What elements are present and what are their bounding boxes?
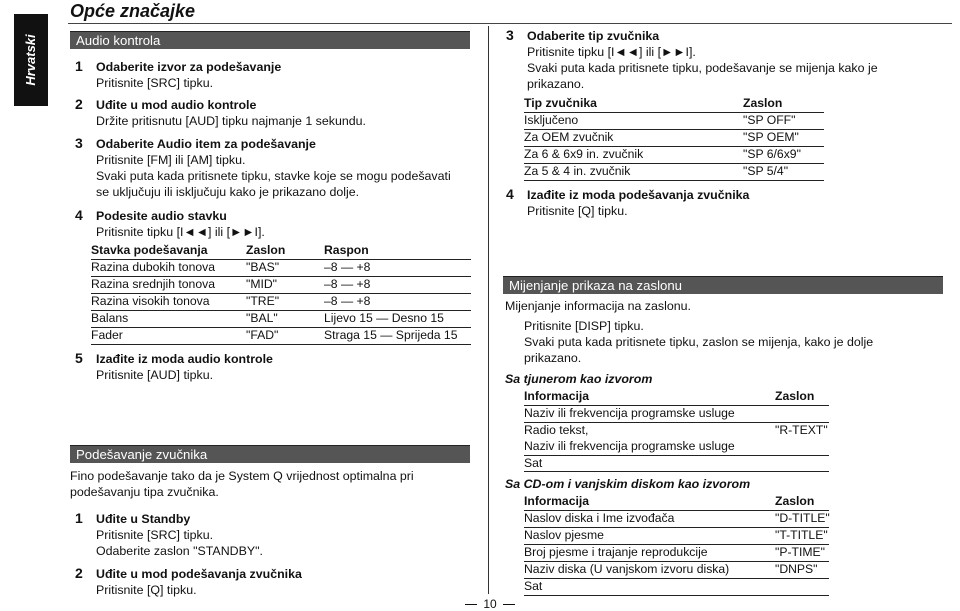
table-cell: "SP 6/6x9"	[743, 147, 801, 161]
step-text: Pritisnite [SRC] tipku.	[96, 528, 214, 542]
table-cell: "R-TEXT"	[775, 423, 828, 437]
table-cell: Naslov diska i Ime izvođača	[524, 511, 675, 525]
page-number: 10	[465, 598, 515, 610]
table-row	[524, 147, 824, 164]
table-row	[524, 579, 829, 596]
table-cell: Balans	[91, 311, 129, 325]
table-cell: Naslov pjesme	[524, 528, 604, 542]
step-text: Svaki puta kada pritisnete tipku, podešavanje se mijenja kako je	[527, 61, 878, 75]
instruction-text: Pritisnite [DISP] tipku.	[524, 319, 644, 333]
cd-display-table	[524, 494, 829, 596]
intro-text: Fino podešavanje tako da je System Q vrijednost optimalna pri	[70, 469, 414, 483]
column-header-display: Zaslon	[246, 243, 286, 257]
step-number: 1	[75, 510, 83, 526]
speaker-intro	[70, 468, 475, 500]
display-instructions	[524, 318, 944, 366]
step-text: prikazano.	[527, 77, 585, 91]
table-header-row	[524, 96, 824, 113]
audio-step-4	[75, 208, 475, 240]
audio-step-2	[75, 97, 475, 129]
step-heading: Uđite u mod podešavanja zvučnika	[96, 567, 302, 581]
display-intro: Mijenjanje informacija na zaslonu.	[505, 299, 691, 313]
table-row	[91, 277, 471, 294]
table-cell: Naziv ili frekvencija programske usluge	[524, 406, 735, 420]
column-header-display: Zaslon	[743, 96, 783, 110]
table-cell: Naziv ili frekvencija programske usluge	[524, 439, 735, 453]
table-cell: Radio tekst,	[524, 423, 589, 437]
step-heading: Izađite iz moda audio kontrole	[96, 352, 273, 366]
table-header-row	[524, 494, 829, 511]
instruction-text: prikazano.	[524, 351, 582, 365]
step-text: Pritisnite [FM] ili [AM] tipku.	[96, 153, 246, 167]
column-header-display: Zaslon	[775, 389, 815, 403]
audio-step-5	[75, 351, 475, 383]
step-number: 2	[75, 96, 83, 112]
table-row	[91, 311, 471, 328]
step-text: Odaberite zaslon "STANDBY".	[96, 544, 263, 558]
section-header-speaker-setup: Podešavanje zvučnika	[70, 445, 470, 463]
section-header-audio-control: Audio kontrola	[70, 31, 470, 49]
tuner-source-title: Sa tjunerom kao izvorom	[505, 372, 653, 386]
table-cell: "SP 5/4"	[743, 164, 789, 178]
language-tab	[14, 14, 48, 106]
table-row	[524, 528, 829, 545]
table-header-row	[524, 389, 829, 406]
table-header-row	[91, 243, 471, 260]
table-cell: –8 — +8	[324, 277, 371, 291]
column-divider	[488, 26, 489, 594]
step-text: Pritisnite tipku [I◄◄] ili [►►I].	[96, 225, 265, 239]
table-row	[524, 511, 829, 528]
step-number: 2	[75, 565, 83, 581]
table-cell: Straga 15 — Sprijeda 15	[324, 328, 458, 342]
table-row	[524, 130, 824, 147]
table-cell: Naziv diska (U vanjskom izvoru diska)	[524, 562, 730, 576]
step-text: Pritisnite tipku [I◄◄] ili [►►I].	[527, 45, 696, 59]
table-cell: "BAS"	[246, 260, 280, 274]
language-tab-label: Hrvatski	[23, 34, 38, 86]
table-row	[524, 113, 824, 130]
step-number: 3	[75, 135, 83, 151]
step-number: 4	[506, 186, 514, 202]
speaker-step-4	[506, 187, 936, 219]
column-header-item: Stavka podešavanja	[91, 243, 208, 257]
table-cell: Fader	[91, 328, 123, 342]
table-cell: Za 6 & 6x9 in. zvučnik	[524, 147, 644, 161]
speaker-step-3	[506, 28, 936, 92]
table-cell: "MID"	[246, 277, 277, 291]
audio-items-table	[91, 243, 471, 345]
speaker-step-2	[75, 566, 475, 598]
table-cell: Sat	[524, 579, 543, 593]
table-cell: "TRE"	[246, 294, 280, 308]
step-text: Pritisnite [Q] tipku.	[527, 204, 628, 218]
table-cell: "D-TITLE"	[775, 511, 830, 525]
step-text: Pritisnite [AUD] tipku.	[96, 368, 214, 382]
audio-step-1	[75, 59, 475, 91]
section-header-display-change: Mijenjanje prikaza na zaslonu	[503, 276, 943, 294]
table-cell: –8 — +8	[324, 294, 371, 308]
table-row	[524, 423, 829, 455]
table-cell: –8 — +8	[324, 260, 371, 274]
table-cell: "SP OFF"	[743, 113, 796, 127]
table-cell: "P-TIME"	[775, 545, 825, 559]
step-heading: Odaberite izvor za podešavanje	[96, 60, 282, 74]
step-number: 4	[75, 207, 83, 223]
cd-source-title: Sa CD-om i vanjskim diskom kao izvorom	[505, 477, 751, 491]
step-text: Držite pritisnutu [AUD] tipku najmanje 1 sekundu.	[96, 114, 366, 128]
table-cell: Razina srednjih tonova	[91, 277, 215, 291]
tuner-display-table	[524, 389, 829, 472]
table-cell: Lijevo 15 — Desno 15	[324, 311, 444, 325]
title-divider	[68, 23, 952, 24]
step-text: Svaki puta kada pritisnete tipku, stavke koje se mogu podešavati	[96, 169, 451, 183]
step-heading: Podesite audio stavku	[96, 209, 227, 223]
speaker-type-table	[524, 96, 824, 181]
table-row	[524, 406, 829, 423]
speaker-step-1	[75, 511, 475, 559]
table-cell: Razina dubokih tonova	[91, 260, 215, 274]
table-cell: "BAL"	[246, 311, 278, 325]
column-header-info: Informacija	[524, 494, 590, 508]
step-heading: Uđite u Standby	[96, 512, 191, 526]
table-cell: Za 5 & 4 in. zvučnik	[524, 164, 631, 178]
table-row	[524, 164, 824, 181]
column-header-speaker-type: Tip zvučnika	[524, 96, 597, 110]
column-header-info: Informacija	[524, 389, 590, 403]
intro-text: podešavanju tipa zvučnika.	[70, 485, 219, 499]
table-cell: Broj pjesme i trajanje reprodukcije	[524, 545, 708, 559]
step-number: 5	[75, 350, 83, 366]
step-heading: Uđite u mod audio kontrole	[96, 98, 257, 112]
step-heading: Odaberite tip zvučnika	[527, 29, 660, 43]
table-row	[91, 294, 471, 311]
audio-step-3	[75, 136, 475, 200]
table-cell: "SP OEM"	[743, 130, 799, 144]
table-cell: "FAD"	[246, 328, 279, 342]
table-cell: Isključeno	[524, 113, 579, 127]
instruction-text: Svaki puta kada pritisnete tipku, zaslon se mijenja, kako je dolje	[524, 335, 874, 349]
table-row	[91, 260, 471, 277]
step-number: 3	[506, 27, 514, 43]
table-cell: Razina visokih tonova	[91, 294, 210, 308]
table-cell: "DNPS"	[775, 562, 818, 576]
step-heading: Izađite iz moda podešavanja zvučnika	[527, 188, 750, 202]
column-header-display: Zaslon	[775, 494, 815, 508]
table-row	[524, 455, 829, 472]
table-row	[91, 328, 471, 345]
step-text: se uključuju ili isključuju kako je prikazano dolje.	[96, 185, 360, 199]
table-cell: Za OEM zvučnik	[524, 130, 614, 144]
page-title: Opće značajke	[70, 1, 196, 21]
step-text: Pritisnite [SRC] tipku.	[96, 76, 214, 90]
table-row	[524, 562, 829, 579]
table-row	[524, 545, 829, 562]
step-text: Pritisnite [Q] tipku.	[96, 583, 197, 597]
column-header-range: Raspon	[324, 243, 369, 257]
step-number: 1	[75, 58, 83, 74]
step-heading: Odaberite Audio item za podešavanje	[96, 137, 316, 151]
table-cell: "T-TITLE"	[775, 528, 828, 542]
table-cell: Sat	[524, 456, 543, 470]
